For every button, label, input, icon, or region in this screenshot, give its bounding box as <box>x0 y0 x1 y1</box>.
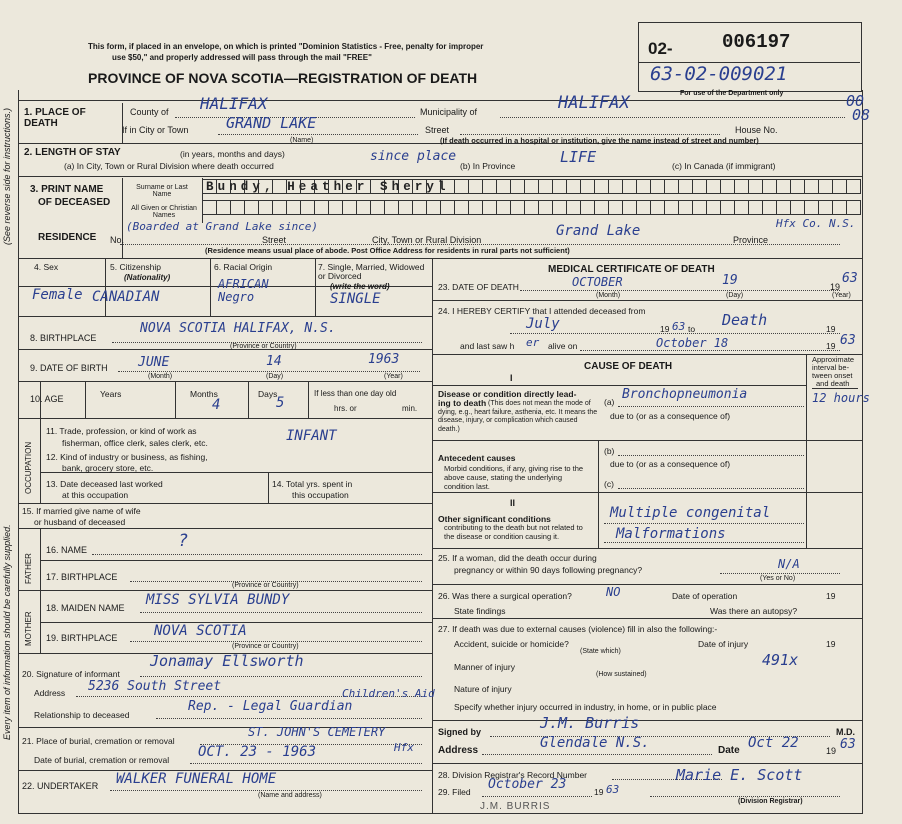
burial-date: OCT. 23 - 1963 <box>198 744 317 760</box>
filed-value: October 23 <box>488 777 567 792</box>
reg-number: 006197 <box>722 31 791 53</box>
given-names-label: All Given or Christian Names <box>131 205 197 219</box>
citizenship-label: 5. Citizenship <box>110 262 162 272</box>
interval-label-3: tween onset <box>812 371 853 380</box>
sex-value: Female <box>32 287 83 303</box>
residence-note: (Residence means usual place of abode. Post Office Address for residents in rural parts not sufficient) <box>205 246 570 255</box>
deceased-name-typed: Bundy, Heather Sheryl <box>206 180 450 194</box>
disease-note: (This does not mean the mode of dying, e.g., heart failure, asthenia, etc. It means the disease, injury, or complication which caused death.) <box>438 400 598 433</box>
section-i: I <box>510 373 513 383</box>
residence-province-value: Hfx Co. N.S. <box>776 217 856 230</box>
dod-day: 19 <box>722 273 738 288</box>
attended-year-prefix: 19 <box>660 324 670 334</box>
municipality-value: HALIFAX <box>558 93 630 113</box>
mother-section-label: MOTHER <box>24 611 33 646</box>
birthplace-hint: (Province or Country) <box>230 343 297 350</box>
residence-street-label: Street <box>262 235 287 245</box>
burris-stamp: J.M. BURRIS <box>480 801 551 812</box>
mother-bp-hint: (Province or Country) <box>232 643 299 650</box>
residence-value: (Boarded at Grand Lake since) <box>126 220 319 233</box>
province-stay-label: (b) In Province <box>460 161 516 171</box>
relationship-value: Rep. - Legal Guardian <box>188 699 353 714</box>
antecedent-note: Morbid conditions, if any, giving rise to the above cause, stating the underlying condition last. <box>444 464 584 491</box>
filed-label: 29. Filed <box>438 787 471 797</box>
other-condition-1: Multiple congenital <box>610 505 771 521</box>
attended-year: 63 <box>672 320 686 333</box>
birthplace-label: 8. BIRTHPLACE <box>30 333 97 343</box>
date-op-label: Date of operation <box>672 591 738 601</box>
division-label: (a) In City, Town or Rural Division where death occurred <box>64 161 274 171</box>
dob-year: 1963 <box>368 352 400 367</box>
certifier-date-label: Date <box>718 745 740 756</box>
date-op-year: 19 <box>826 591 836 601</box>
total-years-label: 14. Total yrs. spent in <box>272 479 353 489</box>
external-label: 27. If death was due to external causes (violence) fill in also the following:- <box>438 624 718 634</box>
medical-title: MEDICAL CERTIFICATE OF DEATH <box>548 264 715 275</box>
surgery-label: 26. Was there a surgical operation? <box>438 591 572 601</box>
dob-day-hint: (Day) <box>266 373 284 380</box>
racial-origin-label: 6. Racial Origin <box>214 262 273 272</box>
trade-value: INFANT <box>286 428 337 444</box>
dod-month-hint: (Month) <box>596 292 621 299</box>
days-label: Days <box>258 389 278 399</box>
margin-note: Every item of information should be carefully supplied. <box>2 524 12 740</box>
dept-code-2: 08 <box>852 106 871 124</box>
residence-province-label: Province <box>733 235 769 245</box>
signed-by-label: Signed by <box>438 727 482 737</box>
marital-hint: (write the word) <box>330 282 390 291</box>
dob-month-hint: (Month) <box>148 373 173 380</box>
dob-month: JUNE <box>138 355 170 370</box>
interval-a-value: 12 hours <box>812 391 870 405</box>
date-injury-year: 19 <box>826 639 836 649</box>
other-conditions-label: Other significant conditions <box>438 514 551 524</box>
city-label: If in City or Town <box>122 125 189 135</box>
attended-to: Death <box>722 311 768 329</box>
less-day-label: If less than one day old <box>314 389 397 398</box>
relationship-note: Children's Aid <box>342 687 435 700</box>
other-condition-2: Malformations <box>616 526 726 542</box>
months-label: Months <box>190 389 218 399</box>
mother-birthplace-label: 19. BIRTHPLACE <box>46 633 118 643</box>
trade-label: 11. Trade, profession, or kind of work as <box>46 426 197 436</box>
dod-year-prefix: 19 <box>830 282 841 292</box>
statistics-code: 491x <box>762 651 799 669</box>
interval-label-4: and death <box>816 379 850 388</box>
cause-b-label: (b) <box>604 446 615 456</box>
md-label: M.D. <box>836 727 855 737</box>
of-deceased-label: OF DECEASED <box>38 197 111 208</box>
residence-no-label: No. <box>110 235 125 245</box>
disease-label-2: ing to death <box>438 398 487 408</box>
citizenship-value: CANADIAN <box>92 289 160 305</box>
mail-note-2: use $50," and properly addressed will pass through the mail "FREE" <box>112 53 372 62</box>
alive-value: October 18 <box>656 336 729 350</box>
wife-label-2: or husband of deceased <box>34 517 126 527</box>
alive-label: alive on <box>548 341 578 351</box>
birthplace-value: NOVA SCOTIA HALIFAX, N.S. <box>140 321 336 336</box>
marital-label: 7. Single, Married, Widowed or Divorced <box>318 262 425 281</box>
father-name-value: ? <box>178 531 189 551</box>
interval-label-1: Approximate <box>812 355 855 364</box>
section-ii: II <box>510 498 516 508</box>
mail-note-1: This form, if placed in an envelope, on which is printed "Dominion Statistics - Free, penalty for improper <box>88 42 484 51</box>
maiden-name-value: MISS SYLVIA BUNDY <box>146 592 290 608</box>
dept-number: 63-02-009021 <box>650 63 788 85</box>
county-label: County of <box>130 107 169 117</box>
margin-instruction: (See reverse side for instructions.) <box>2 107 12 245</box>
burial-date-label: Date of burial, cremation or removal <box>34 755 170 765</box>
informant-sig-label: 20. Signature of informant <box>22 669 120 679</box>
relationship-label: Relationship to deceased <box>34 710 130 720</box>
certifier-year-prefix: 19 <box>826 746 837 756</box>
length-of-stay-label: 2. LENGTH OF STAY <box>24 147 121 158</box>
place-of-death-label: 1. PLACE OF DEATH <box>24 107 86 129</box>
father-name-label: 16. NAME <box>46 545 88 555</box>
residence-city-value: Grand Lake <box>556 223 641 239</box>
cause-a-label: (a) <box>604 397 615 407</box>
division-value: since place <box>370 149 457 164</box>
reg-prefix: 02- <box>648 39 673 58</box>
cause-a-value: Bronchopneumonia <box>622 387 748 402</box>
manner-label: Manner of injury <box>454 662 515 672</box>
pregnancy-value: N/A <box>778 557 800 571</box>
due-to-2: due to (or as a consequence of) <box>610 459 731 469</box>
length-hint: (in years, months and days) <box>180 149 285 159</box>
mother-birthplace-value: NOVA SCOTIA <box>154 623 247 639</box>
dod-year-hint: (Year) <box>832 292 851 299</box>
other-conditions-note: contributing to the death but not related to the disease or condition causing it. <box>444 523 583 541</box>
filed-year: 63 <box>606 783 620 796</box>
hrs-label: hrs. or <box>334 404 357 413</box>
industry-label: 12. Kind of industry or business, as fishing, <box>46 452 208 462</box>
undertaker-hint: (Name and address) <box>258 792 322 799</box>
father-section-label: FATHER <box>24 553 33 584</box>
informant-address: 5236 South Street <box>88 679 222 694</box>
pregnancy-label-2: pregnancy or within 90 days following pregnancy? <box>454 565 643 575</box>
alive-year: 63 <box>840 333 856 348</box>
yes-no-hint: (Yes or No) <box>760 575 796 582</box>
registrar-hint: (Division Registrar) <box>738 798 803 805</box>
antecedent-label: Antecedent causes <box>438 453 516 463</box>
marital-value: SINGLE <box>330 291 381 307</box>
province-stay-value: LIFE <box>560 148 597 166</box>
total-years-label-2: this occupation <box>292 490 349 500</box>
filed-year-prefix: 19 <box>594 787 604 797</box>
min-label: min. <box>402 404 418 413</box>
last-worked-label-2: at this occupation <box>62 490 129 500</box>
last-saw-value: er <box>526 336 540 349</box>
municipality-label: Municipality of <box>420 107 478 117</box>
undertaker-label: 22. UNDERTAKER <box>22 781 99 791</box>
last-saw-label: and last saw h <box>460 341 515 351</box>
accident-label: Accident, suicide or homicide? <box>454 639 569 649</box>
undertaker-value: WALKER FUNERAL HOME <box>116 771 277 787</box>
cause-title: CAUSE OF DEATH <box>584 361 673 372</box>
dob-label: 9. DATE OF BIRTH <box>30 363 108 373</box>
how-sustained-hint: (How sustained) <box>596 671 647 678</box>
dept-code-1: 00 <box>846 92 865 110</box>
dod-month: OCTOBER <box>572 275 623 289</box>
trade-label-2: fisherman, office clerk, sales clerk, etc. <box>62 438 208 448</box>
certifier-date: Oct 22 <box>748 735 799 751</box>
days-value: 5 <box>276 395 285 411</box>
dod-label: 23. DATE OF DEATH <box>438 282 519 292</box>
attended-from: July <box>526 316 560 332</box>
wife-label: 15. If married give name of wife <box>22 506 141 516</box>
due-to-1: due to (or as a consequence of) <box>610 411 731 421</box>
industry-label-2: bank, grocery store, etc. <box>62 463 154 473</box>
certifier-address: Glendale N.S. <box>540 735 650 751</box>
hospital-note: (If death occurred in a hospital or institution, give the name instead of street and number) <box>440 136 759 145</box>
burial-place: ST. JOHN'S CEMETERY <box>248 725 386 739</box>
state-which-hint: (State which) <box>580 648 621 655</box>
father-birthplace-label: 17. BIRTHPLACE <box>46 572 118 582</box>
county-value: HALIFAX <box>200 94 268 113</box>
cause-c-label: (c) <box>604 479 614 489</box>
disease-label: Disease or condition directly lead- <box>438 389 577 399</box>
maiden-name-label: 18. MAIDEN NAME <box>46 603 125 613</box>
dod-day-hint: (Day) <box>726 292 744 299</box>
bottom-rule <box>18 813 862 814</box>
street-label: Street <box>425 125 450 135</box>
interval-label-2: interval be- <box>812 363 850 372</box>
record-number-label: 28. Division Registrar's Record Number <box>438 770 588 780</box>
date-injury-label: Date of injury <box>698 639 749 649</box>
surgery-value: NO <box>606 585 621 599</box>
nationality-hint: (Nationality) <box>124 273 171 282</box>
house-label: House No. <box>735 125 778 135</box>
certifier-year: 63 <box>840 737 856 752</box>
print-name-label: 3. PRINT NAME <box>30 184 104 195</box>
nature-label: Nature of injury <box>454 684 512 694</box>
certify-label: 24. I HEREBY CERTIFY that I attended deceased from <box>438 306 646 316</box>
dob-day: 14 <box>266 354 282 369</box>
dod-year: 63 <box>842 271 858 286</box>
specify-label: Specify whether injury occurred in industry, in home, or in public place <box>454 702 717 712</box>
sex-label: 4. Sex <box>34 262 59 272</box>
residence-city-label: City, Town or Rural Division <box>372 235 482 245</box>
city-value: GRAND LAKE <box>226 114 317 132</box>
father-bp-hint: (Province or Country) <box>232 582 299 589</box>
right-border <box>862 90 863 814</box>
left-border <box>18 90 19 814</box>
certifier-address-label: Address <box>438 745 479 756</box>
dob-year-hint: (Year) <box>384 373 403 380</box>
autopsy-label: Was there an autopsy? <box>710 606 798 616</box>
last-worked-label: 13. Date deceased last worked <box>46 479 163 489</box>
canada-label: (c) In Canada (if immigrant) <box>672 161 776 171</box>
to-label: to <box>688 324 696 334</box>
burial-place-2: Hfx <box>394 741 414 754</box>
top-rule <box>18 100 862 101</box>
to-year: 19 <box>826 324 836 334</box>
occupation-section-label: OCCUPATION <box>24 441 33 494</box>
dept-note: For use of the Department only <box>680 90 784 97</box>
surname-label: Surname or Last Name <box>136 184 188 198</box>
certifier-signature: J.M. Burris <box>540 714 640 732</box>
alive-year-prefix: 19 <box>826 341 836 351</box>
age-label: 10. AGE <box>30 394 64 404</box>
months-value: 4 <box>212 397 221 413</box>
pregnancy-label: 25. If a woman, did the death occur during <box>438 553 597 563</box>
findings-label: State findings <box>454 606 506 616</box>
residence-label: RESIDENCE <box>38 232 97 243</box>
form-title: PROVINCE OF NOVA SCOTIA—REGISTRATION OF DEATH <box>88 70 478 86</box>
informant-signature: Jonamay Ellsworth <box>150 652 304 670</box>
registrar-signature: Marie E. Scott <box>676 766 803 784</box>
racial-origin-value: AFRICAN Negro <box>218 277 269 304</box>
name-hint: (Name) <box>290 137 314 144</box>
burial-place-label: 21. Place of burial, cremation or removal <box>22 736 175 746</box>
years-label: Years <box>100 389 122 399</box>
informant-address-label: Address <box>34 688 66 698</box>
